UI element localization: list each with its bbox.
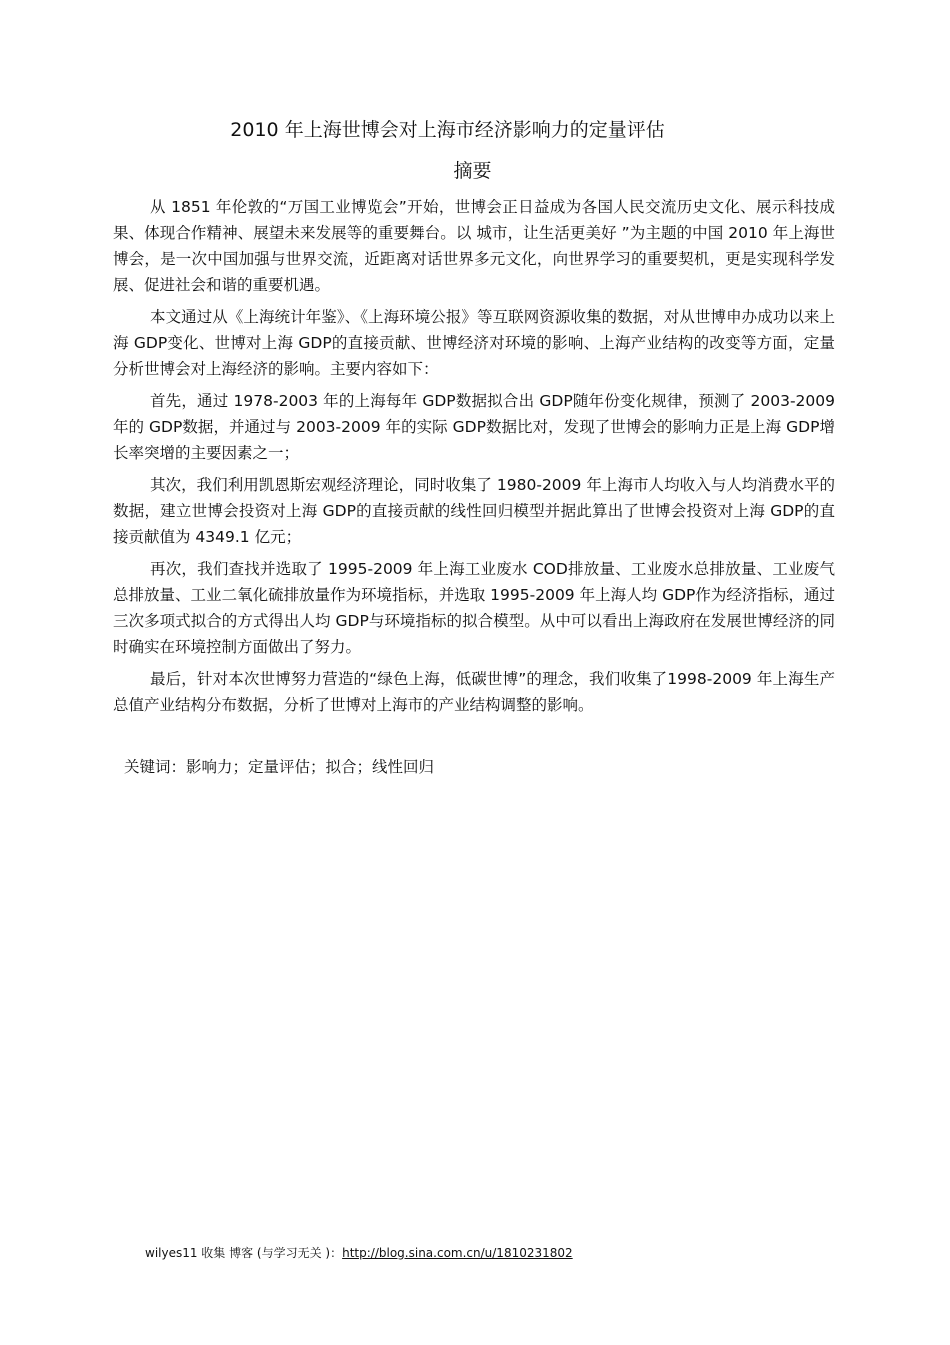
abstract-paragraph: 最后，针对本次世博努力营造的“绿色上海，低碳世博”的理念，我们收集了1998-2009 年上海生产总值产业结构分布数据，分析了世博对上海市的产业结构调整的影响。 [113,670,835,714]
keywords-line: 关键词：影响力；定量评估；拟合；线性回归 [124,758,435,776]
abstract-paragraph: 本文通过从《上海统计年鉴》、《上海环境公报》等互联网资源收集的数据，对从世博申办成功以来上海 GDP变化、世博对上海 GDP的直接贡献、世博经济对环境的影响、上海产业结构的改变等方面，定量分析世博会对上海经济的影响。主要内容如下： [113,308,835,378]
footer-text: wilyes11 收集 博客 (与学习无关 )： [145,1246,343,1260]
abstract-paragraph: 从 1851 年伦敦的“万国工业博览会”开始，世博会正日益成为各国人民交流历史文化、展示科技成果、体现合作精神、展望未来发展等的重要舞台。以 城市，让生活更美好 ”为主题的中国 2010 年上海世博会，是一次中国加强与世界交流，近距离对话世界多元文化，向世界学习的重要契机，更是实现科学发展、促进社会和谐的重要机遇。 [113,198,835,294]
abstract-paragraph: 首先，通过 1978-2003 年的上海每年 GDP数据拟合出 GDP随年份变化规律，预测了 2003-2009 年的 GDP数据，并通过与 2003-2009 年的实际 GDP数据比对，发现了世博会的影响力正是上海 GDP增长率突增的主要因素之一； [113,392,835,462]
abstract-heading: 摘要 [453,160,492,182]
abstract-paragraph: 再次，我们查找并选取了 1995-2009 年上海工业废水 COD排放量、工业废水总排放量、工业废气总排放量、工业二氧化硫排放量作为环境指标，并选取 1995-2009 年上海人均 GDP作为经济指标，通过三次多项式拟合的方式得出人均 GDP与环境指标的拟合模型。从中可以看出上海政府在发展世博经济的同时确实在环境控制方面做出了努力。 [113,560,835,656]
blog-link[interactable]: http://blog.sina.com.cn/u/1810231802 [342,1246,573,1260]
document-title: 2010 年上海世博会对上海市经济影响力的定量评估 [230,119,665,141]
abstract-paragraph: 其次，我们利用凯恩斯宏观经济理论，同时收集了 1980-2009 年上海市人均收入与人均消费水平的数据，建立世博会投资对上海 GDP的直接贡献的线性回归模型并据此算出了世博会投资对上海 GDP的直接贡献值为 4349.1 亿元； [113,476,835,546]
footer [145,1245,589,1261]
abstract-body [113,194,835,724]
